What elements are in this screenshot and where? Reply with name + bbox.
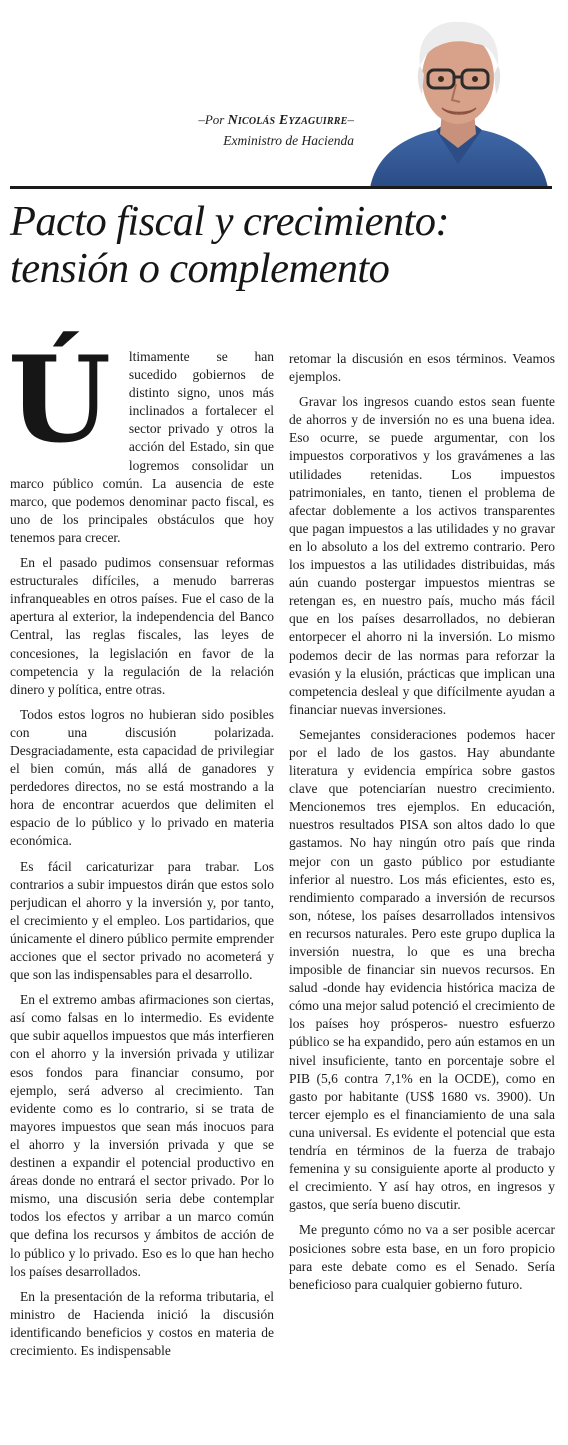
title-line-2: tensión o complemento	[10, 245, 390, 292]
article-paragraph: Todos estos logros no hubieran sido posibles con una discusión polarizada. Desgraciadamente, esta capacidad de privilegiar el bien común, más allá de ganadores y perdedores directos, no se está mostrando a la hora de encontrar acuerdos que delimiten el espacio de lo público y lo privado en materia económica.	[10, 706, 274, 849]
article-paragraph: Ú ltimamente se han sucedido gobiernos de distinto signo, unos más inclinados a fortalecer el sector privado y otros la acción del Estado, sin que logremos consolidar un marco público común. La ausencia de este marco, que podemos denominar pacto fiscal, es uno de los principales obstáculos que hoy tenemos para crecer.	[8, 330, 274, 545]
title-line-1: Pacto fiscal y crecimiento:	[10, 198, 449, 245]
article-paragraph: Me pregunto cómo no va a ser posible acercar posiciones sobre esta base, en un foro propicio para este debate como es el Senado. Sería beneficioso para cualquier gobierno futuro.	[289, 1222, 555, 1292]
author-portrait	[366, 14, 550, 188]
article-paragraph: Semejantes consideraciones podemos hacer por el lado de los gastos. Hay abundante literatura y evidencia empírica sobre gastos clave que potenciarían nuestro crecimiento. Mencionemos tres ejemplos. En educación, nuestros resultados PISA son altos dado lo que gastamos. No hay ningún otro país que rinda mejor con un gasto público por estudiante inferior al nuestro. Los más eficientes, esto es, rendimiento comparado a inversión de recursos son, nótese, los países desarrollados intensivos en recursos naturales. Pero este grupo duplica la inversión nuestra, lo que es una brecha imposible de financiar sin nuevos recursos. En salud -donde hay evidencia histórica maciza de cómo una mejor salud potenció el crecimiento de los países hoy prósperos- nuestro esfuerzo público se ha expandido, pero aún estamos en un nivel insuficiente, tanto en porcentaje sobre el PIB (5,6 contra 7,1% en la OCDE), como en gasto por habitante (US$ 1680 vs. 3900). Un tercer ejemplo es el financiamiento de una sala cuna universal. Es evidente el potencial que esta tendría en términos de la fuerza de trabajo femenina y su consiguiente aporte al producto y el crecimiento. Y así hay otros, en ingresos y gastos, que sería bueno discutir.	[289, 726, 555, 1213]
byline	[198, 110, 354, 151]
article-paragraph: En el pasado pudimos consensuar reformas estructurales difíciles, a menudo barreras infranqueables en otros países. Fue el caso de la apertura al exterior, la independencia del Banco Central, las reglas fiscales, las leyes de concesiones, la legislación en favor de la competencia y la regulación de la relación dinero y política, entre otras.	[10, 555, 274, 697]
article-paragraph: En la presentación de la reforma tributaria, el ministro de Hacienda inició la discusión identificando beneficios y costos en materia de crecimiento. Es indispensable	[10, 1288, 274, 1358]
article-title	[10, 198, 558, 292]
article-column-right	[289, 350, 555, 1301]
article-column-left	[8, 330, 274, 1367]
author-name: Nicolás Eyzaguirre	[227, 113, 348, 128]
article-paragraph: Gravar los ingresos cuando estos sean fuente de ahorros y de inversión no es una buena idea. Eso ocurre, se puede argumentar, con los impuestos corporativos y los gravámenes a las utilidades retenidas. Los impuestos patrimoniales, en tanto, tienen el problema de afectar doblemente a los activos transparentes que pagan impuestos a las utilidades y no gravar en lo absoluto a los del extremo contrario. Pero los impuestos a las utilidades distribuidas, más aún cuando postergar impuestos mientras se retengan es, en nuestro país, mucho más fácil que en los países desarrollados, no debieran entorpecer el ahorro ni la inversión. Lo mismo podemos decir de las normas para reforzar la evasión y la elusión, prácticas que implican una competencia desleal y que difícilmente ayudan a financiar nuevas inversiones.	[289, 394, 555, 717]
byline-suffix: –	[347, 112, 354, 127]
article-header	[0, 0, 568, 192]
article-paragraph: retomar la discusión en esos términos. Veamos ejemplos.	[289, 351, 555, 385]
author-role: Exministro de Hacienda	[223, 133, 354, 148]
header-rule	[10, 186, 552, 189]
drop-cap: Ú	[8, 330, 111, 469]
article-paragraph: En el extremo ambas afirmaciones son ciertas, así como falsas en lo intermedio. Es evidente que subir aquellos impuestos que más interfieren con el ahorro y la inversión privada y utilizar esos fondos para financiar consumo, por ejemplo, será adverso al crecimiento. Tan evidente como es lo contrario, si se trata de mayores impuestos que sean más inocuos para el ahorro y la inversión privada y que se destinen a expandir el potencial productivo en áreas donde no entrará el sector privado. Por lo mismo, una discusión seria debe contemplar todos los efectos y arribar a un marco común que defina los recursos y ámbitos de acción de lo público y lo privado. Eso es lo que han hecho los países desarrollados.	[10, 992, 274, 1279]
article-paragraph: Es fácil caricaturizar para trabar. Los contrarios a subir impuestos dirán que estos solo perjudican el ahorro y la inversión y, por tanto, el crecimiento y el empleo. Los partidarios, que únicamente el dinero público permite emprender acciones que el sector privado no acometerá y que son las indispensables para el desarrollo.	[10, 858, 274, 983]
byline-prefix: –Por	[198, 112, 228, 127]
